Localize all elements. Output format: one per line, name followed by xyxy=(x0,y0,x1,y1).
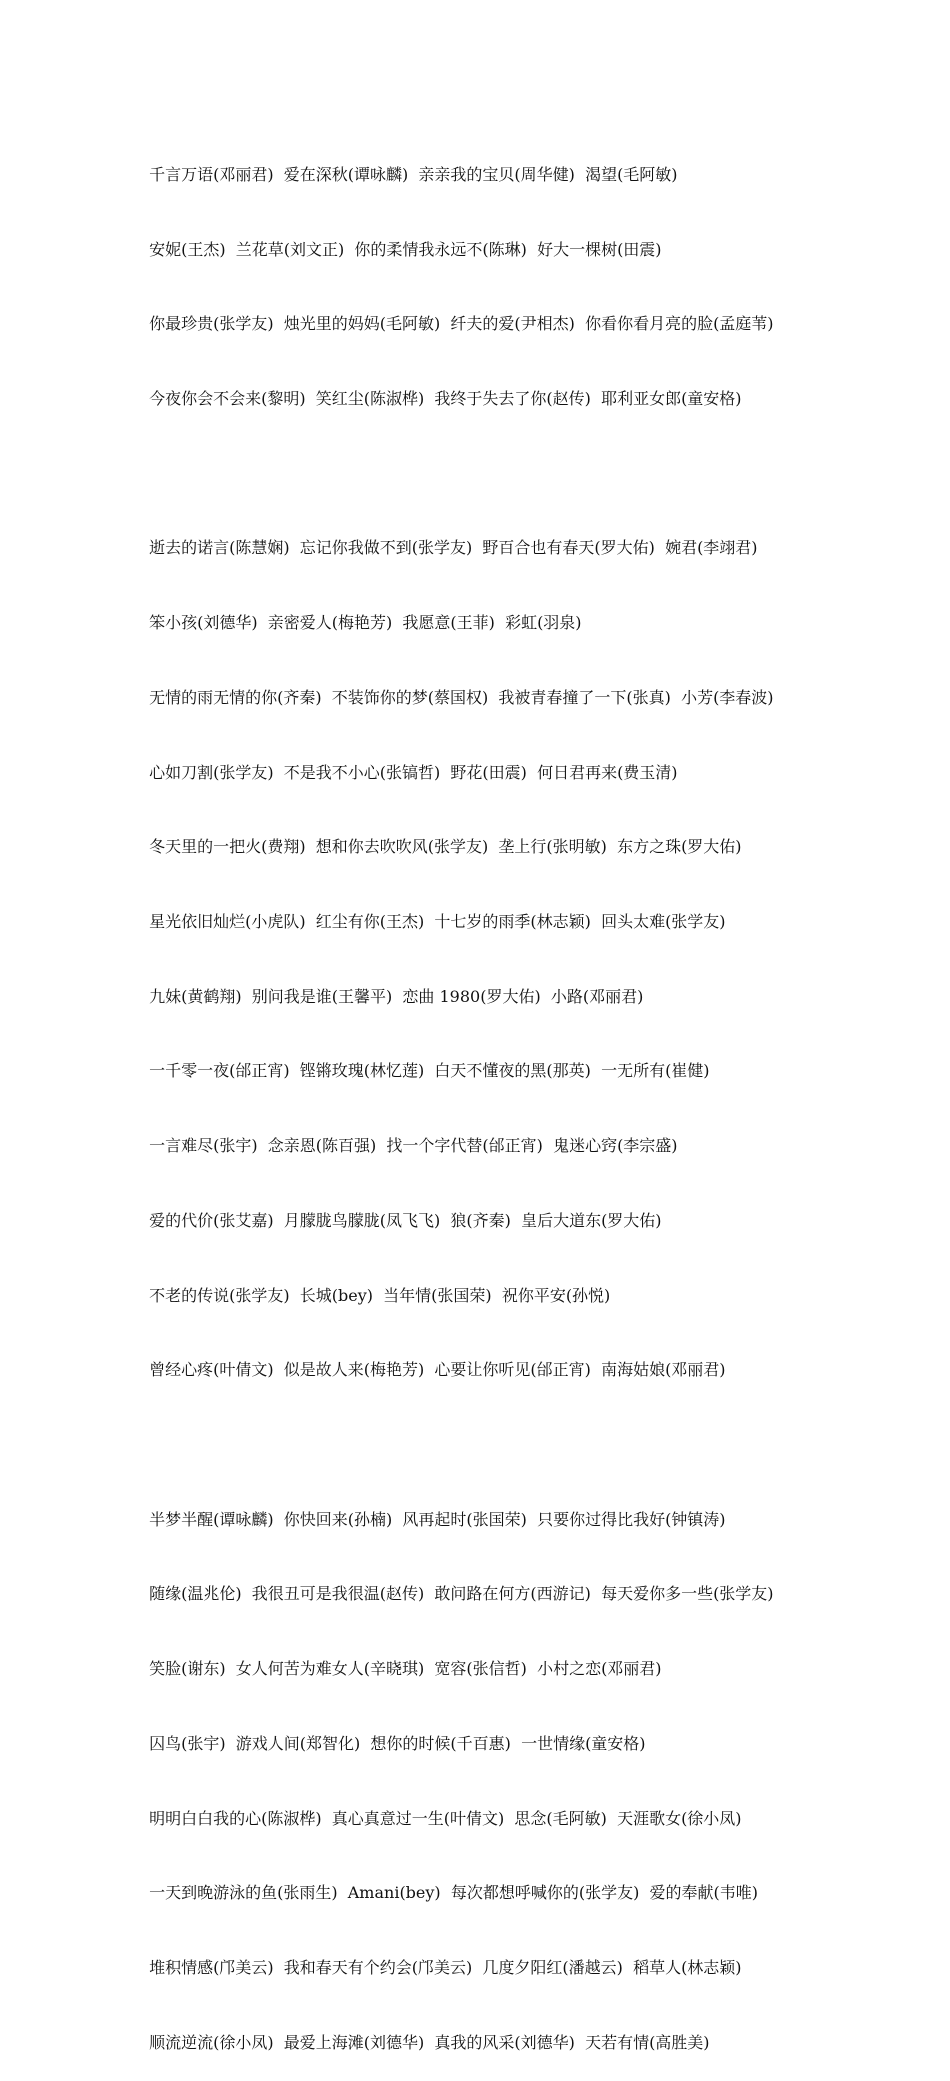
song-list-line: 爱的代价(张艾嘉) 月朦胧鸟朦胧(凤飞飞) 狼(齐秦) 皇后大道东(罗大佑) xyxy=(144,1210,662,1230)
song-list-line: 顺流逆流(徐小凤) 最爱上海滩(刘德华) 真我的风采(刘德华) 天若有情(高胜美) xyxy=(144,2032,710,2052)
song-list-line: 逝去的诺言(陈慧娴) 忘记你我做不到(张学友) 野百合也有春天(罗大佑) 婉君(李翊君) xyxy=(144,538,758,558)
song-list-line: 笑脸(谢东) 女人何苦为难女人(辛晓琪) 宽容(张信哲) 小村之恋(邓丽君) xyxy=(144,1659,662,1679)
paragraph-gap xyxy=(144,1433,809,1458)
song-list-line: 今夜你会不会来(黎明) 笑红尘(陈淑桦) 我终于失去了你(赵传) 耶利亚女郎(童安格) xyxy=(144,388,742,408)
song-list-line: 明明白白我的心(陈淑桦) 真心真意过一生(叶倩文) 思念(毛阿敏) 天涯歌女(徐小凤) xyxy=(144,1808,742,1828)
song-list-line: 冬天里的一把火(费翔) 想和你去吹吹风(张学友) 垄上行(张明敏) 东方之珠(罗大佑) xyxy=(144,837,742,857)
song-list-line: 千言万语(邓丽君) 爱在深秋(谭咏麟) 亲亲我的宝贝(周华健) 渴望(毛阿敏) xyxy=(144,164,678,184)
song-list-line: 一天到晚游泳的鱼(张雨生) Amani(bey) 每次都想呼喊你的(张学友) 爱的奉献(韦唯) xyxy=(144,1883,758,1903)
song-list-line: 一言难尽(张宇) 念亲恩(陈百强) 找一个字代替(邰正宵) 鬼迷心窍(李宗盛) xyxy=(144,1136,678,1156)
song-list-line: 你最珍贵(张学友) 烛光里的妈妈(毛阿敏) 纤夫的爱(尹相杰) 你看你看月亮的脸(孟庭苇) xyxy=(144,314,774,334)
paragraph-gap xyxy=(144,462,809,487)
song-list-line: 九妹(黄鹤翔) 别问我是谁(王馨平) 恋曲 1980(罗大佑) 小路(邓丽君) xyxy=(144,986,644,1006)
song-list-line: 一千零一夜(邰正宵) 铿锵玫瑰(林忆莲) 白天不懂夜的黑(那英) 一无所有(崔健) xyxy=(144,1061,710,1081)
song-list-line: 无情的雨无情的你(齐秦) 不装饰你的梦(蔡国权) 我被青春撞了一下(张真) 小芳(李春波) xyxy=(144,687,774,707)
song-list-line: 不老的传说(张学友) 长城(bey) 当年情(张国荣) 祝你平安(孙悦) xyxy=(144,1285,611,1305)
song-list-line: 心如刀割(张学友) 不是我不小心(张镐哲) 野花(田震) 何日君再来(费玉清) xyxy=(144,762,678,782)
song-list-line: 囚鸟(张宇) 游戏人间(郑智化) 想你的时候(千百惠) 一世情缘(童安格) xyxy=(144,1733,646,1753)
song-list-line: 星光依旧灿烂(小虎队) 红尘有你(王杰) 十七岁的雨季(林志颖) 回头太难(张学友) xyxy=(144,911,726,931)
song-list-line: 曾经心疼(叶倩文) 似是故人来(梅艳芳) 心要让你听见(邰正宵) 南海姑娘(邓丽君) xyxy=(144,1360,726,1380)
song-list-line: 随缘(温兆伦) 我很丑可是我很温(赵传) 敢问路在何方(西游记) 每天爱你多一些(张学友) xyxy=(144,1584,774,1604)
song-list-line: 安妮(王杰) 兰花草(刘文正) 你的柔情我永远不(陈琳) 好大一棵树(田震) xyxy=(144,239,662,259)
song-list-line: 堆积情感(邝美云) 我和春天有个约会(邝美云) 几度夕阳红(潘越云) 稻草人(林志颖) xyxy=(144,1958,742,1978)
document-body xyxy=(144,113,809,2081)
song-list-line: 半梦半醒(谭咏麟) 你快回来(孙楠) 风再起时(张国荣) 只要你过得比我好(钟镇涛) xyxy=(144,1509,726,1529)
song-list-line: 笨小孩(刘德华) 亲密爱人(梅艳芳) 我愿意(王菲) 彩虹(羽泉) xyxy=(144,613,582,633)
